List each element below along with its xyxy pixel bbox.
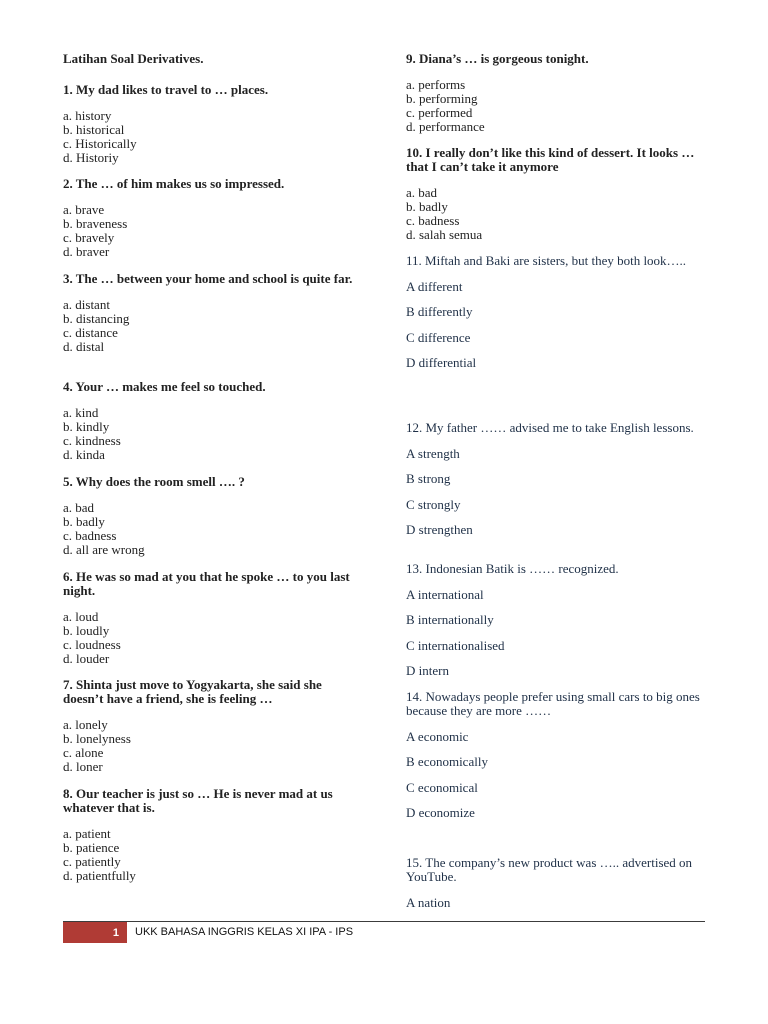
option: b. badly [406,199,448,214]
options-list [406,78,706,134]
question-4 [63,380,363,462]
option: B economically [406,754,488,770]
question-text: 11. Miftah and Baki are sisters, but they both look….. [406,253,687,268]
option: d. patientfully [63,868,136,883]
question-text: 5. Why does the room smell …. ? [63,474,245,489]
option: A economic [406,729,469,744]
question-text: 2. The … of him makes us so impressed. [63,176,285,191]
question-5 [63,475,363,557]
option: D strengthen [406,521,473,537]
option: D differential [406,354,477,370]
question-3 [63,272,363,354]
options-list [63,610,363,666]
option: d. distal [63,339,105,354]
options-list [63,718,363,774]
question-text: 10. I really don’t like this kind of dessert. It looks … that I can’t take it anymore [406,145,695,174]
question-15 [406,856,706,921]
question-1 [63,83,363,165]
options-list [406,447,706,537]
option: C difference [406,329,471,345]
option: C internationalised [406,637,505,653]
question-text: 15. The company’s new product was ….. advertised on YouTube. [406,855,693,884]
question-text: 14. Nowadays people prefer using small cars to big ones because they are more …… [406,689,700,718]
option: d. louder [63,651,110,666]
page-number: 1 [63,922,127,943]
options-list [63,203,363,259]
question-text: 8. Our teacher is just so … He is never mad at us whatever that is. [63,786,333,815]
option: d. kinda [63,447,105,462]
option: c. performed [406,105,473,120]
option: a. bad [63,500,95,515]
question-14 [406,690,706,831]
option: b. loudly [63,623,110,638]
question-10 [406,146,706,242]
footer-text: UKK BAHASA INGGRIS KELAS XI IPA - IPS [135,926,354,938]
question-12 [406,421,706,548]
option: a. brave [63,202,105,217]
option: b. lonelyness [63,731,131,746]
options-list [406,588,706,678]
option: b. patience [63,840,120,855]
options-list [63,406,363,462]
option: a. loud [63,609,99,624]
question-text: 1. My dad likes to travel to … places. [63,82,269,97]
option: d. salah semua [406,227,483,242]
question-text: 13. Indonesian Batik is …… recognized. [406,561,619,576]
option: a. performs [406,77,466,92]
question-text: 6. He was so mad at you that he spoke … to you last night. [63,569,350,598]
options-list [406,896,706,910]
option: d. all are wrong [63,542,145,557]
question-text: 12. My father …… advised me to take English lessons. [406,420,694,435]
option: A different [406,279,463,294]
option: b. performing [406,91,478,106]
option: b. kindly [63,419,110,434]
option: B differently [406,304,473,320]
option: d. loner [63,759,103,774]
options-list [406,730,706,820]
option: A international [406,587,484,602]
option: d. performance [406,119,485,134]
question-6 [63,570,363,666]
question-9 [406,52,706,134]
option: B internationally [406,612,494,628]
option: b. braveness [63,216,128,231]
question-13 [406,562,706,689]
question-text: 9. Diana’s … is gorgeous tonight. [406,51,589,66]
option: D economize [406,804,475,820]
options-list [63,298,363,354]
options-list [63,827,363,883]
question-11 [406,254,706,381]
option: c. Historically [63,136,137,151]
option: c. kindness [63,433,121,448]
option: c. badness [406,213,460,228]
option: b. historical [63,122,125,137]
option: c. loudness [63,637,121,652]
option: c. badness [63,528,117,543]
option: B strong [406,471,451,487]
option: a. history [63,108,112,123]
page-title: Latihan Soal Derivatives. [63,51,204,66]
question-7 [63,678,363,774]
option: A strength [406,446,460,461]
question-2 [63,177,363,259]
footer-divider [63,921,705,922]
option: a. kind [63,405,99,420]
option: a. lonely [63,717,108,732]
option: c. patiently [63,854,121,869]
option: d. braver [63,244,110,259]
options-list [406,280,706,370]
option: d. Historiy [63,150,119,165]
option: b. distancing [63,311,130,326]
option: a. patient [63,826,111,841]
question-8 [63,787,363,883]
option: C economical [406,779,478,795]
option: c. bravely [63,230,115,245]
option: D intern [406,662,449,678]
option: a. distant [63,297,110,312]
option: c. distance [63,325,118,340]
options-list [406,186,706,242]
options-list [63,109,363,165]
option: A nation [406,895,451,910]
option: a. bad [406,185,438,200]
question-text: 3. The … between your home and school is quite far. [63,271,353,286]
option: b. badly [63,514,105,529]
option: c. alone [63,745,104,760]
question-text: 7. Shinta just move to Yogyakarta, she said she doesn’t have a friend, she is feeling … [63,677,322,706]
option: C strongly [406,496,461,512]
question-text: 4. Your … makes me feel so touched. [63,379,266,394]
options-list [63,501,363,557]
